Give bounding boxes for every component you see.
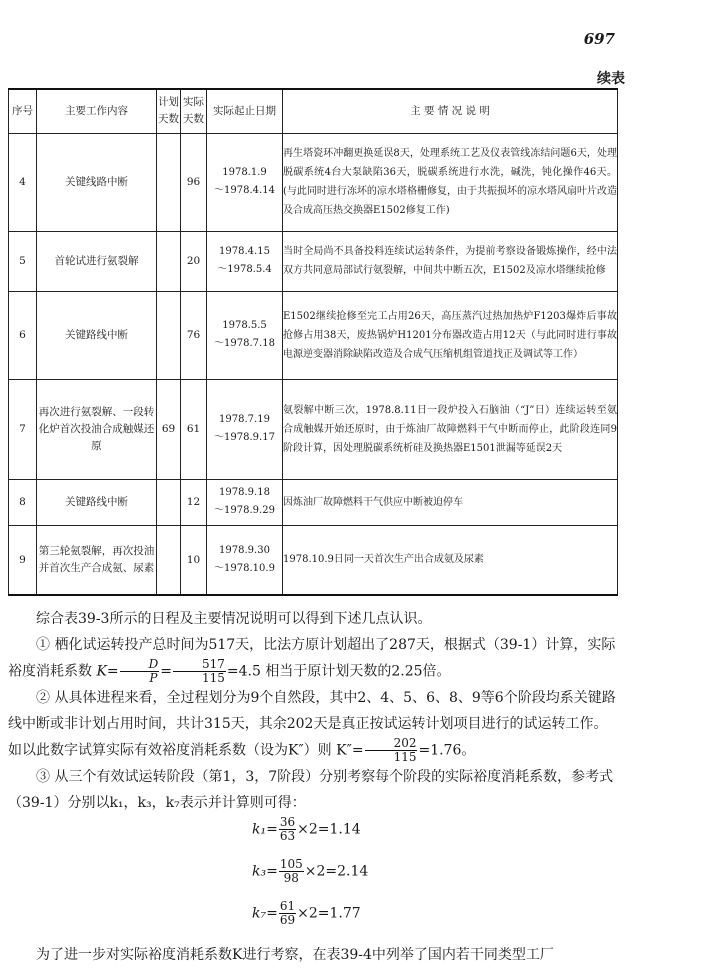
denominator: 115 (393, 750, 417, 764)
denominator: 69 (279, 913, 296, 927)
eq-lhs: k₁= (252, 821, 278, 838)
row-start: 1978.1.9 (222, 167, 267, 178)
table-row (9, 133, 618, 231)
header-actual-days: 实际天数 (181, 89, 207, 133)
paragraph-further: 为了进一步对实际裕度消耗系数K进行考察，在表39-4中列举了国内若干同类型工厂 (36, 947, 554, 963)
row-work: 再次进行氨裂解、一段转化炉首次投油合成触媒还原 (37, 379, 157, 479)
row-plan (157, 291, 181, 379)
header-work: 主要工作内容 (37, 89, 157, 133)
row-work: 关键路线中断 (37, 479, 157, 525)
row-desc: 氨裂解中断三次，1978.8.11日一段炉投入石脑油（“J”日）连续运转至氨合成触媒开始还原时，由于炼油厂故障燃料干气中断而停止，此阶段连同9阶段计算，因处理脱碳系统析硅及换热器E1501泄漏等延误2天 (283, 379, 618, 479)
table-row (9, 291, 618, 379)
row-end: ～1978.7.18 (214, 338, 275, 349)
point-1-result: =4.5 相当于原计划天数的2.25倍。 (226, 663, 451, 680)
eq-rhs: ×2=1.77 (297, 905, 361, 922)
row-dates (207, 291, 283, 379)
body-text (8, 606, 618, 816)
row-plan (157, 133, 181, 231)
row-actual: 10 (181, 525, 207, 595)
row-plan (157, 479, 181, 525)
row-end: ～1978.5.4 (217, 264, 272, 275)
row-seq: 7 (9, 379, 37, 479)
row-actual: 61 (181, 379, 207, 479)
eq-lhs: k₇= (252, 905, 278, 922)
numerator: 105 (279, 857, 303, 871)
row-seq: 4 (9, 133, 37, 231)
eq-fraction (279, 858, 304, 885)
denominator-P: P (149, 671, 158, 685)
point-1-text: ① 栖化试运转投产总时间为517天，比法方原计划超出了287天，根据式（39-1）计算，实际裕度消耗系数 (8, 637, 616, 680)
table-header-row (9, 89, 618, 133)
numerator: 61 (279, 899, 296, 913)
numerator: 36 (279, 815, 296, 829)
continued-label: 续表 (597, 71, 625, 87)
row-end: ～1978.9.17 (214, 432, 275, 443)
eq-rhs: ×2=2.14 (304, 863, 369, 880)
equals-sign: = (106, 663, 119, 680)
numerator-D: D (120, 658, 160, 672)
schedule-table (8, 88, 618, 596)
row-work: 首轮试进行氨裂解 (37, 231, 157, 291)
equation-k7 (252, 900, 361, 927)
paragraph-point-2 (8, 685, 618, 764)
row-seq: 8 (9, 479, 37, 525)
table-row (9, 231, 618, 291)
equals-sign: = (160, 663, 173, 680)
equation-k1 (252, 816, 361, 843)
paragraph-point-1 (8, 632, 618, 685)
row-dates (207, 479, 283, 525)
fraction-202-115 (365, 737, 418, 764)
row-seq: 9 (9, 525, 37, 595)
table-row (9, 525, 618, 595)
row-end: ～1978.4.14 (214, 185, 275, 196)
row-dates (207, 525, 283, 595)
row-actual: 96 (181, 133, 207, 231)
fraction-517-115 (173, 658, 226, 685)
row-desc: E1502继续抢修至完工占用26天，高压蒸汽过热加热炉F1203爆炸后事故抢修占用38天，废热锅炉H1201分布器改造占用12天（与此同时进行事故电源逆变器消除缺陷改造及合成气压缩机组管道找正及调试等工作） (283, 291, 618, 379)
header-plan-days: 计划天数 (157, 89, 181, 133)
row-start: 1978.5.5 (222, 320, 267, 331)
row-start: 1978.7.19 (219, 414, 270, 425)
row-work: 第三轮氨裂解，再次投油并首次生产合成氨、尿素 (37, 525, 157, 595)
eq-lhs: k₃= (252, 863, 278, 880)
header-description: 主 要 情 况 说 明 (283, 89, 618, 133)
row-desc: 当时全局尚不具备投料连续试运转条件，为提前考察设备锻炼操作，经中法双方共同意局部试行氨裂解，中间共中断五次，E1502及凉水塔继续抢修 (283, 231, 618, 291)
page-number: 697 (583, 30, 615, 48)
row-end: ～1978.10.9 (214, 562, 275, 574)
row-plan: 69 (157, 379, 181, 479)
header-start-end: 实际起止日期 (207, 89, 283, 133)
table-row (9, 479, 618, 525)
row-plan (157, 231, 181, 291)
row-dates (207, 231, 283, 291)
symbol-K: K (96, 663, 107, 680)
row-actual: 12 (181, 479, 207, 525)
denominator: 98 (283, 871, 299, 885)
row-dates (207, 133, 283, 231)
point-2-result: =1.76。 (418, 742, 476, 759)
fraction-D-P (120, 658, 160, 685)
point-2-text: ② 从具体进程来看，全过程划分为9个自然段，其中2、4、5、6、8、9等6个阶段均系关键路线中断或非计划占用时间，共计315天，其余202天是真正按试运转计划项目进行的试运转工作。如以此数字试算实际有效裕度消耗系数（设为K″）则 K″= (8, 690, 616, 759)
eq-fraction (279, 816, 296, 843)
row-seq: 6 (9, 291, 37, 379)
row-start: 1978.4.15 (219, 246, 270, 257)
row-desc: 再生塔瓷环冲翻更换延误8天，处理系统工艺及仪表管线冻结问题6天，处理脱碳系统4台大泵缺陷36天，脱碳系统进行水洗，碱洗，钝化操作46天。(与此同时进行冻坏的凉水塔格栅修复，由于共振损坏的凉水塔风扇叶片改造及合成高压热交换器E1502修复工作) (283, 133, 618, 231)
row-work: 关键线路中断 (37, 133, 157, 231)
table-row (9, 379, 618, 479)
row-desc: 1978.10.9日同一天首次生产出合成氨及尿素 (283, 525, 618, 595)
row-seq: 5 (9, 231, 37, 291)
equation-k3 (252, 858, 368, 885)
numerator: 202 (365, 737, 418, 751)
eq-fraction (279, 900, 296, 927)
row-desc: 因炼油厂故障燃料干气供应中断被迫停车 (283, 479, 618, 525)
denominator: 115 (202, 671, 225, 685)
row-dates (207, 379, 283, 479)
denominator: 63 (279, 829, 296, 843)
header-seq: 序号 (9, 89, 37, 133)
paragraph-summary: 综合表39-3所示的日程及主要情况说明可以得到下述几点认识。 (36, 611, 432, 627)
row-start: 1978.9.18 (219, 487, 270, 498)
row-actual: 76 (181, 291, 207, 379)
row-actual: 20 (181, 231, 207, 291)
row-plan (157, 525, 181, 595)
numerator: 517 (173, 658, 226, 672)
paragraph-point-3: ③ 从三个有效试运转阶段（第1，3，7阶段）分别考察每个阶段的实际裕度消耗系数，参考式（39-1）分别以k₁，k₃，k₇表示并计算则可得： (8, 769, 614, 811)
row-start: 1978.9.30 (219, 544, 270, 556)
row-work: 关键路线中断 (37, 291, 157, 379)
row-end: ～1978.9.29 (214, 505, 275, 516)
body-text-last (8, 942, 618, 968)
eq-rhs: ×2=1.14 (297, 821, 361, 838)
